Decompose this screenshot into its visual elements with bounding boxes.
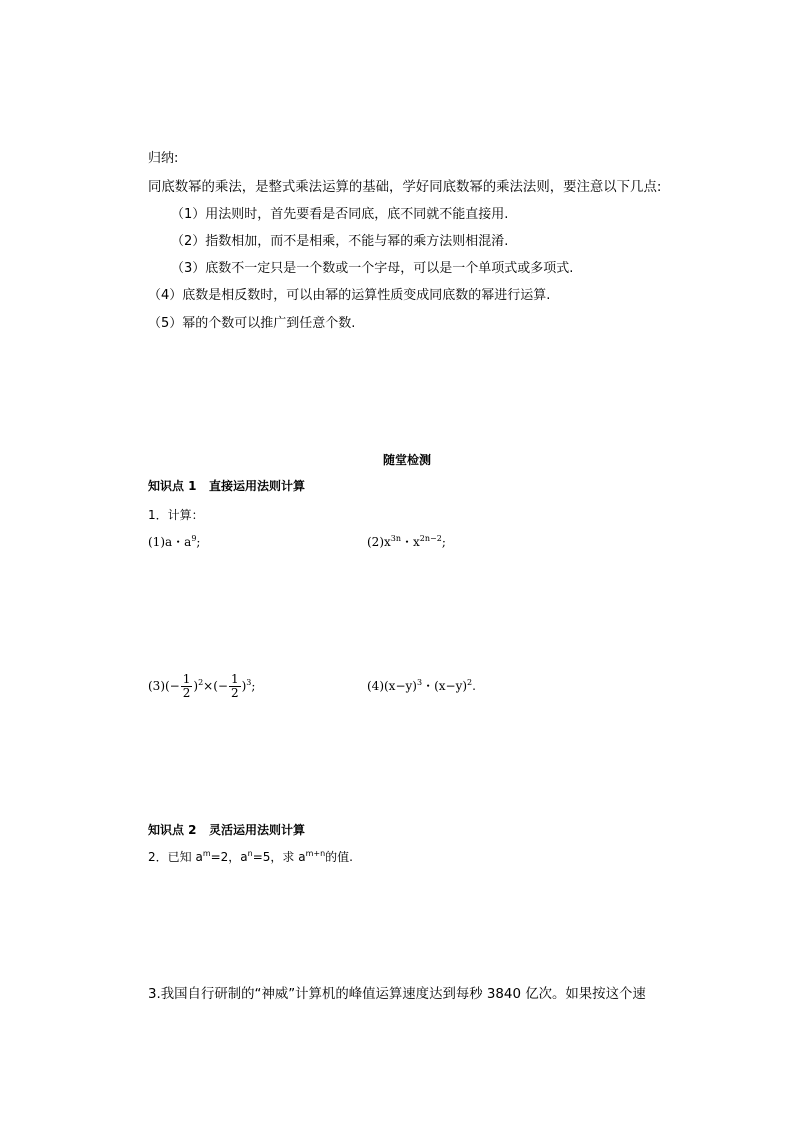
question-2-part-c: =5，求 a xyxy=(252,850,306,864)
fraction-denominator: 2 xyxy=(230,686,239,700)
problem-1-2 xyxy=(367,534,446,550)
problem-1-4-exponent-2: 2 xyxy=(467,678,473,687)
problem-1-3: (3)(− $\frac{1}{2}$ )$^2$×(− $\frac{1}{2}$ )$^3$; xyxy=(148,672,256,700)
problem-1-1-exponent: 9 xyxy=(191,534,197,543)
question-2-part-d: 的值. xyxy=(325,850,353,864)
section-title: 随堂检测 xyxy=(383,453,432,467)
summary-intro: 同底数幂的乘法，是整式乘法运算的基础，学好同底数幂的乘法法则，要注意以下几点: xyxy=(148,180,662,195)
summary-point-3: （3）底数不一定只是一个数或一个字母，可以是一个单项式或多项式. xyxy=(171,261,574,276)
knowledge-point-1-heading: 知识点 1 直接运用法则计算 xyxy=(148,479,306,493)
problem-1-3-exponent-2: 3 xyxy=(246,678,252,687)
problem-1-1-tail: ; xyxy=(196,535,201,549)
summary-heading: 归纳: xyxy=(148,151,179,166)
summary-point-5: （5）幂的个数可以推广到任意个数. xyxy=(148,316,356,331)
question-3: 3.我国自行研制的“神威”计算机的峰值运算速度达到每秒 3840 亿次。如果按这个速 xyxy=(148,987,646,1002)
problem-1-2-mid: ・x xyxy=(401,535,420,549)
fraction-one-half-2 xyxy=(229,673,241,700)
summary-point-1: （1）用法则时，首先要看是否同底，底不同就不能直接用. xyxy=(171,207,509,222)
fraction-numerator: 1 xyxy=(230,672,239,686)
question-2-exponent-m-plus-n: m+n xyxy=(305,849,326,858)
problem-1-4-tail: . xyxy=(472,679,476,693)
fraction-numerator: 1 xyxy=(182,672,191,686)
fraction-one-half-1 xyxy=(181,673,193,700)
problem-1-3-open: (3)(− xyxy=(148,679,180,693)
problem-1-2-exponent-2: 2n−2 xyxy=(419,534,442,543)
problem-1-1-base: (1)a・a xyxy=(148,535,192,549)
problem-1-1 xyxy=(148,534,200,550)
knowledge-point-2-heading: 知识点 2 灵活运用法则计算 xyxy=(148,823,306,837)
problem-1-3-times: ×(− xyxy=(203,679,228,693)
problem-1-2-base: (2)x xyxy=(367,535,391,549)
problem-1-4-mid: ・(x−y) xyxy=(422,679,468,693)
problem-1-4 xyxy=(367,678,476,694)
problem-1-4-exponent-1: 3 xyxy=(416,678,423,687)
question-2-part-a: 2．已知 a xyxy=(148,850,203,864)
fraction-denominator: 2 xyxy=(182,686,191,700)
summary-point-2: （2）指数相加，而不是相乘，不能与幂的乘方法则相混淆. xyxy=(171,234,509,249)
question-2-exponent-m: m xyxy=(202,849,211,858)
question-2-exponent-n: n xyxy=(247,849,253,858)
question-2 xyxy=(148,849,353,865)
problem-1-4-base: (4)(x−y) xyxy=(367,679,417,693)
problem-1-3-exponent-1: 2 xyxy=(198,678,204,687)
problem-1-3-tail: ; xyxy=(251,679,256,693)
question-1: 1．计算： xyxy=(148,508,204,522)
question-2-part-b: =2，a xyxy=(210,850,248,864)
summary-point-4: （4）底数是相反数时，可以由幂的运算性质变成同底数的幂进行运算. xyxy=(148,288,551,303)
problem-1-2-exponent-1: 3n xyxy=(390,534,402,543)
problem-1-2-tail: ; xyxy=(441,535,446,549)
